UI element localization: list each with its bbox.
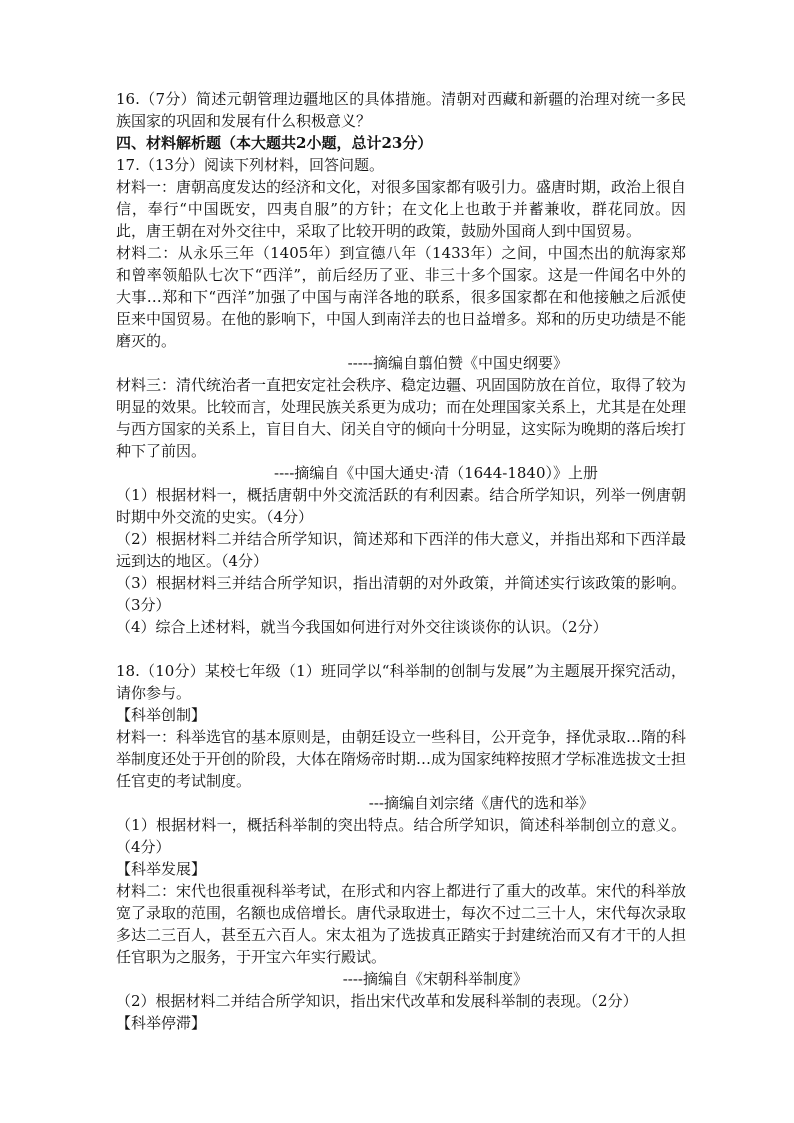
q17-material-3: 材料三：清代统治者一直把安定社会秩序、稳定边疆、巩固国防放在首位，取得了较为明显的效果。比较而言，处理民族关系更为成功；而在处理国家关系上，尤其是在处理与西方国家的关系上，盲目自大、闭关自守的倾向十分明显，这实际为晚期的落后埃打种下了前因。	[116, 376, 687, 460]
spacer	[116, 638, 686, 660]
question-17-stem: 17.（13分）阅读下列材料，回答问题。	[116, 156, 384, 174]
q17-sub-4: （4）综合上述材料，就当今我国如何进行对外交往谈谈你的认识。（2分）	[116, 618, 608, 636]
q18-heading-3: 【科举停滞】	[116, 1014, 207, 1032]
q17-source-2: -----摘编自翦伯赞《中国史纲要》	[347, 354, 568, 372]
question-18-stem: 18.（10分）某校七年级（1）班同学以“科举制的创制与发展”为主题展开探究活动，请你参与。	[116, 662, 686, 702]
q18-sub-2: （2）根据材料二并结合所学知识，指出宋代改革和发展科举制的表现。（2分）	[116, 992, 638, 1010]
q17-sub-2: （2）根据材料二并结合所学知识，简述郑和下西洋的伟大意义，并指出郑和下西洋最远到达的地区。（4分）	[116, 530, 686, 570]
exam-page	[116, 88, 686, 1034]
q17-sub-1: （1）根据材料一，概括唐朝中外交流活跃的有利因素。结合所学知识，列举一例唐朝时期中外交流的史实。（4分）	[116, 486, 686, 526]
question-16: 16.（7分）简述元朝管理边疆地区的具体措施。清朝对西藏和新疆的治理对统一多民族国家的巩固和发展有什么积极意义？	[116, 90, 686, 130]
q18-sub-1: （1）根据材料一，概括科举制的突出特点。结合所学知识，简述科举制创立的意义。（4分）	[116, 816, 686, 856]
q17-material-1: 材料一：唐朝高度发达的经济和文化，对很多国家都有吸引力。盛唐时期，政治上很自信，奉行“中国既安，四夷自服”的方针；在文化上也敢于并蓄兼收，群花同放。因此，唐王朝在对外交往中，采取了比较开明的政策，鼓励外国商人到中国贸易。	[116, 178, 687, 240]
q17-source-3: ----摘编自《中国大通史·清（1644-1840）》上册	[274, 464, 598, 482]
q18-source-1: ---摘编自刘宗绪《唐代的选和举》	[368, 794, 594, 812]
q18-material-2: 材料二：宋代也很重视科举考试，在形式和内容上都进行了重大的改革。宋代的科举放宽了录取的范围，名额也成倍增长。唐代录取进士，每次不过二三十人，宋代每次录取多达二三百人，甚至五六百人。宋太祖为了选拔真正踏实于封建统治而又有才干的人担任官职为之服务，于开宝六年实行殿试。	[116, 882, 687, 966]
q18-heading-2: 【科举发展】	[116, 860, 207, 878]
q18-source-2: ----摘编自《宋朝科举制度》	[342, 970, 528, 988]
q17-material-2: 材料二：从永乐三年（1405年）到宣德八年（1433年）之间，中国杰出的航海家郑和曾率领船队七次下“西洋”，前后经历了亚、非三十多个国家。这是一件闻名中外的大事…郑和下“西洋”加强了中国与南洋各地的联系，很多国家都在和他接触之后派使臣来中国贸易。在他的影响下，中国人到南洋去的也日益增多。郑和的历史功绩是不能磨灭的。	[116, 244, 687, 350]
q17-sub-3: （3）根据材料三并结合所学知识，指出清朝的对外政策，并简述实行该政策的影响。（3分）	[116, 574, 686, 614]
q18-material-1: 材料一：科举选官的基本原则是，由朝廷设立一些科目，公开竞争，择优录取…隋的科举制度还处于开创的阶段，大体在隋炀帝时期…成为国家纯粹按照才学标准选拔文士担任官吏的考试制度。	[116, 728, 687, 790]
q18-heading-1: 【科举创制】	[116, 706, 207, 724]
section-heading: 四、材料解析题（本大题共2小题，总计23分）	[116, 134, 433, 152]
